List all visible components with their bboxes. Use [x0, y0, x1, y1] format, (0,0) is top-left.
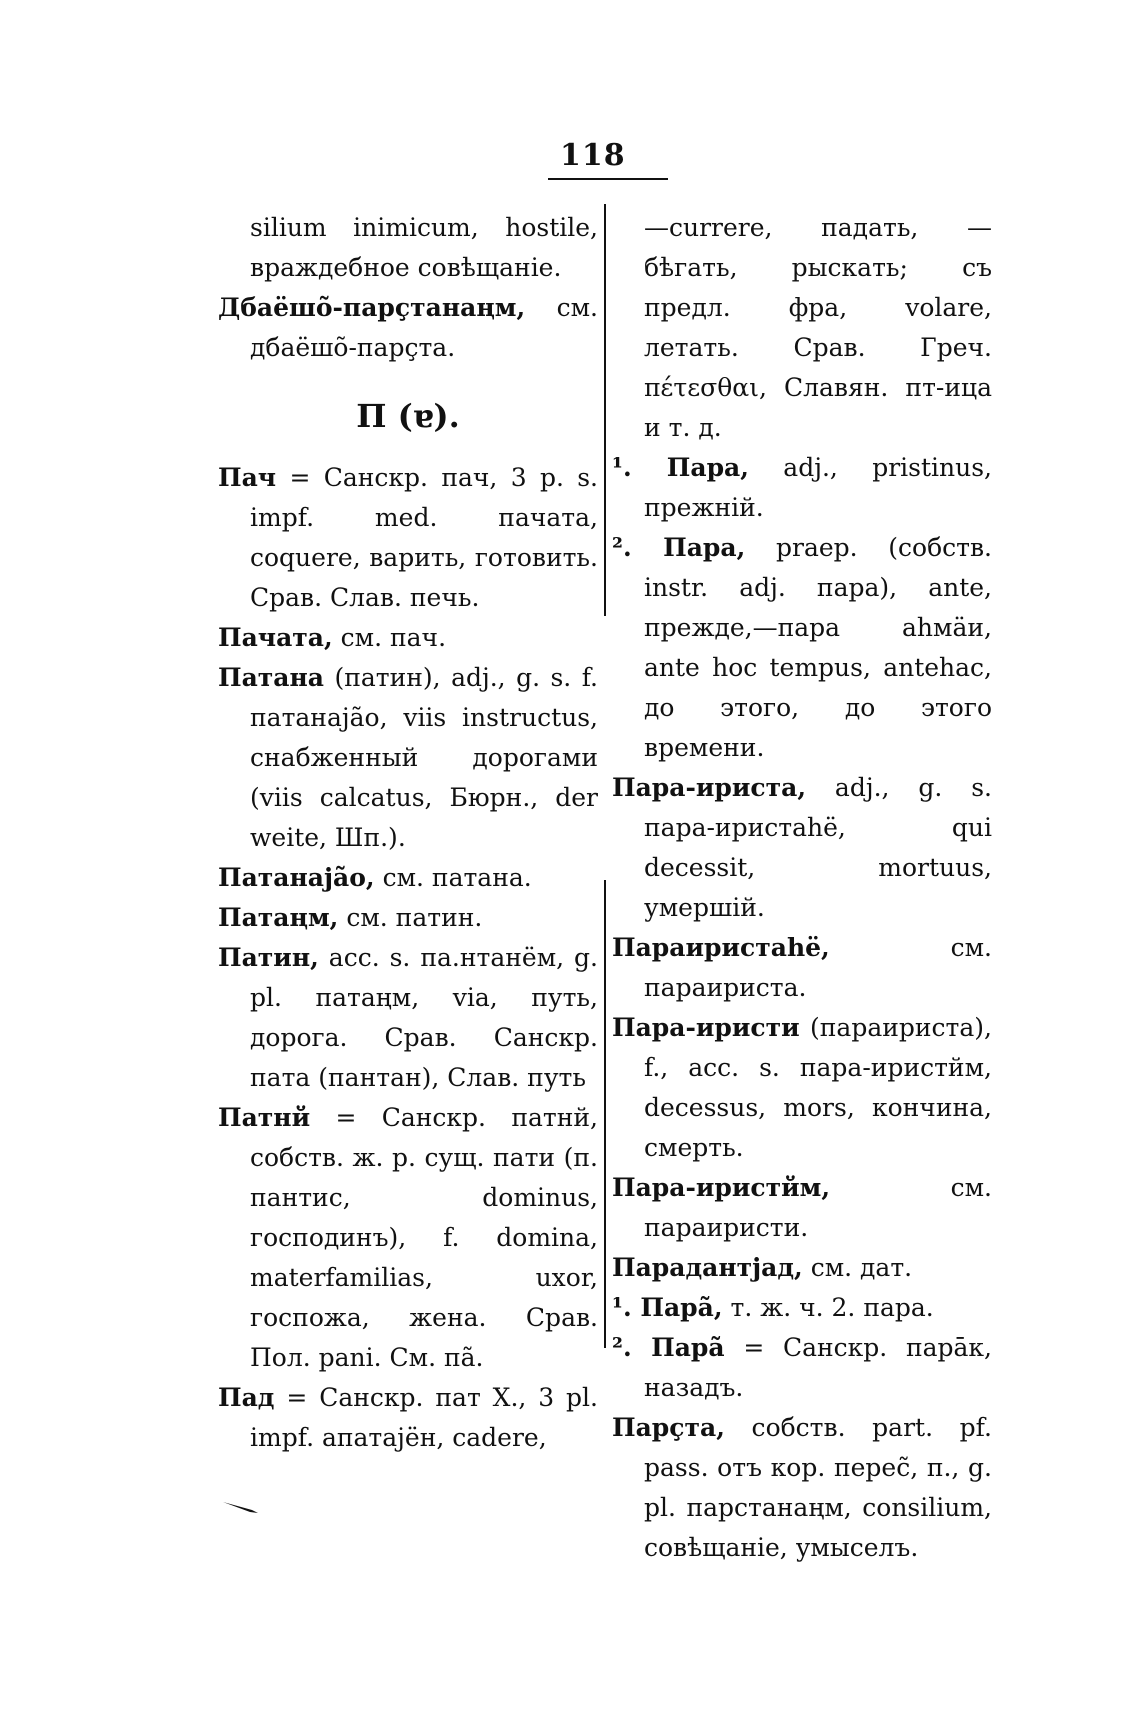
dictionary-entry: [612, 1168, 992, 1248]
entry-text: (параириста), f., acc. s. пара-иристйм, decessus, mors, кончина, смерть.: [644, 1013, 992, 1162]
header-rule: [548, 178, 668, 180]
entry-headword: Пара-ириста,: [612, 773, 807, 802]
column-divider-upper: [604, 204, 606, 616]
stray-print-mark: [222, 1500, 260, 1514]
entry-headword: Пара-иристйм,: [612, 1173, 831, 1202]
entry-text: = Санскр. патнй, собств. ж. р. сущ. пати (п. пантис, dominus, господинъ), f. domina, materfamilias, uxor, госпожа, жена. Срав. Пол. pani. См. па̃.: [250, 1103, 598, 1372]
dictionary-entry: [612, 1008, 992, 1168]
dictionary-entry: [218, 658, 598, 858]
dictionary-entry: [218, 858, 598, 898]
dictionary-entry: [218, 1098, 598, 1378]
entry-headword: Пачата,: [218, 623, 333, 652]
entry-text: см. патана.: [374, 863, 532, 892]
dictionary-entry: [612, 1408, 992, 1568]
column-divider-lower: [604, 880, 606, 1348]
entry-continuation: [612, 208, 992, 448]
entry-headword: Патаңм,: [218, 903, 339, 932]
entry-headword: ². Пара,: [612, 533, 746, 562]
dictionary-entry: [612, 1288, 992, 1328]
dictionary-entry: [218, 898, 598, 938]
dictionary-entry: [612, 528, 992, 768]
entry-text: = Санскр. пач, 3 p. s. impf. med. пачата, coquere, варить, готовить. Срав. Слав. печь.: [250, 463, 598, 612]
entry-headword: Патана: [218, 663, 324, 692]
entry-text: acc. s. па.нтанём, g. pl. патаңм, via, путь, дорога. Срав. Санскр. пата (пантан), Слав. путь: [250, 943, 598, 1092]
entry-headword: Пад: [218, 1383, 275, 1412]
entry-headword: Парçта,: [612, 1413, 725, 1442]
page-number: 118: [560, 138, 626, 173]
entry-text: собств. part. pf. pass. отъ кор. перес̃, п., g. pl. парстанаңм, consilium, совѣщаніе, умыселъ.: [644, 1413, 992, 1562]
dictionary-entry: [218, 288, 598, 368]
dictionary-entry: [612, 448, 992, 528]
dictionary-entry: [612, 768, 992, 928]
entry-text: см. параиристи.: [644, 1173, 992, 1242]
entry-headword: Пач: [218, 463, 277, 492]
entry-text: praep. (собств. instr. adj. пара), ante, прежде,—пара аhмäи, ante hoc tempus, antehac, до этого, до этого времени.: [644, 533, 992, 762]
dictionary-entry: [218, 938, 598, 1098]
dictionary-entry: [218, 1378, 598, 1458]
entry-headword: Патанаjão,: [218, 863, 375, 892]
entry-text: см. пач.: [332, 623, 447, 652]
left-column: [218, 208, 598, 1458]
section-heading: П (ɐ).: [356, 397, 460, 435]
entry-headword: Патин,: [218, 943, 319, 972]
entry-text: adj., g. s. пара-иристаhё, qui decessit, mortuus, умершій.: [644, 773, 992, 922]
entry-text: т. ж. ч. 2. пара.: [722, 1293, 934, 1322]
entry-text: (патин), adj., g. s. f. патанаjão, viis instructus, снабженный дорогами (viis calcatus, Бюрн., der weite, Шп.).: [250, 663, 598, 852]
entry-text: см. параириста.: [644, 933, 992, 1002]
entry-text: = Санскр. парāк, назадъ.: [644, 1333, 993, 1402]
dictionary-entry: [218, 618, 598, 658]
entry-text: см. патин.: [338, 903, 483, 932]
entry-text: —currere, падать, — бѣгать, рыскать; съ предл. фра, volare, летать. Срав. Греч. πέτεσθαι, Славян. пт-ица и т. д.: [644, 213, 992, 442]
entry-headword: Дбаёшõ-парçтанаңм,: [218, 293, 526, 322]
entry-headword: ². Пара̃: [612, 1333, 725, 1362]
dictionary-entry: [218, 458, 598, 618]
entry-text: adj., pristinus, прежній.: [644, 453, 993, 522]
entry-continuation: [218, 208, 598, 288]
entry-headword: Патнй: [218, 1103, 311, 1132]
entry-text: см. дбаёшõ-парçта.: [250, 293, 598, 362]
entry-text: см. дат.: [802, 1253, 913, 1282]
entry-headword: Пара-иристи: [612, 1013, 800, 1042]
entry-headword: Параиристаhё,: [612, 933, 830, 962]
entry-headword: ¹. Пара̃,: [612, 1293, 723, 1322]
entry-text: = Санскр. пат X., 3 pl. impf. апатаjён, cadere,: [250, 1383, 598, 1452]
entry-headword: Парадантjад,: [612, 1253, 803, 1282]
dictionary-entry: [612, 1248, 992, 1288]
dictionary-entry: [612, 1328, 992, 1408]
dictionary-entry: [612, 928, 992, 1008]
entry-headword: ¹. Пара,: [612, 453, 749, 482]
right-column: [612, 208, 992, 1568]
entry-text: silium inimicum, hostile, враждебное совѣщаніе.: [250, 213, 598, 282]
